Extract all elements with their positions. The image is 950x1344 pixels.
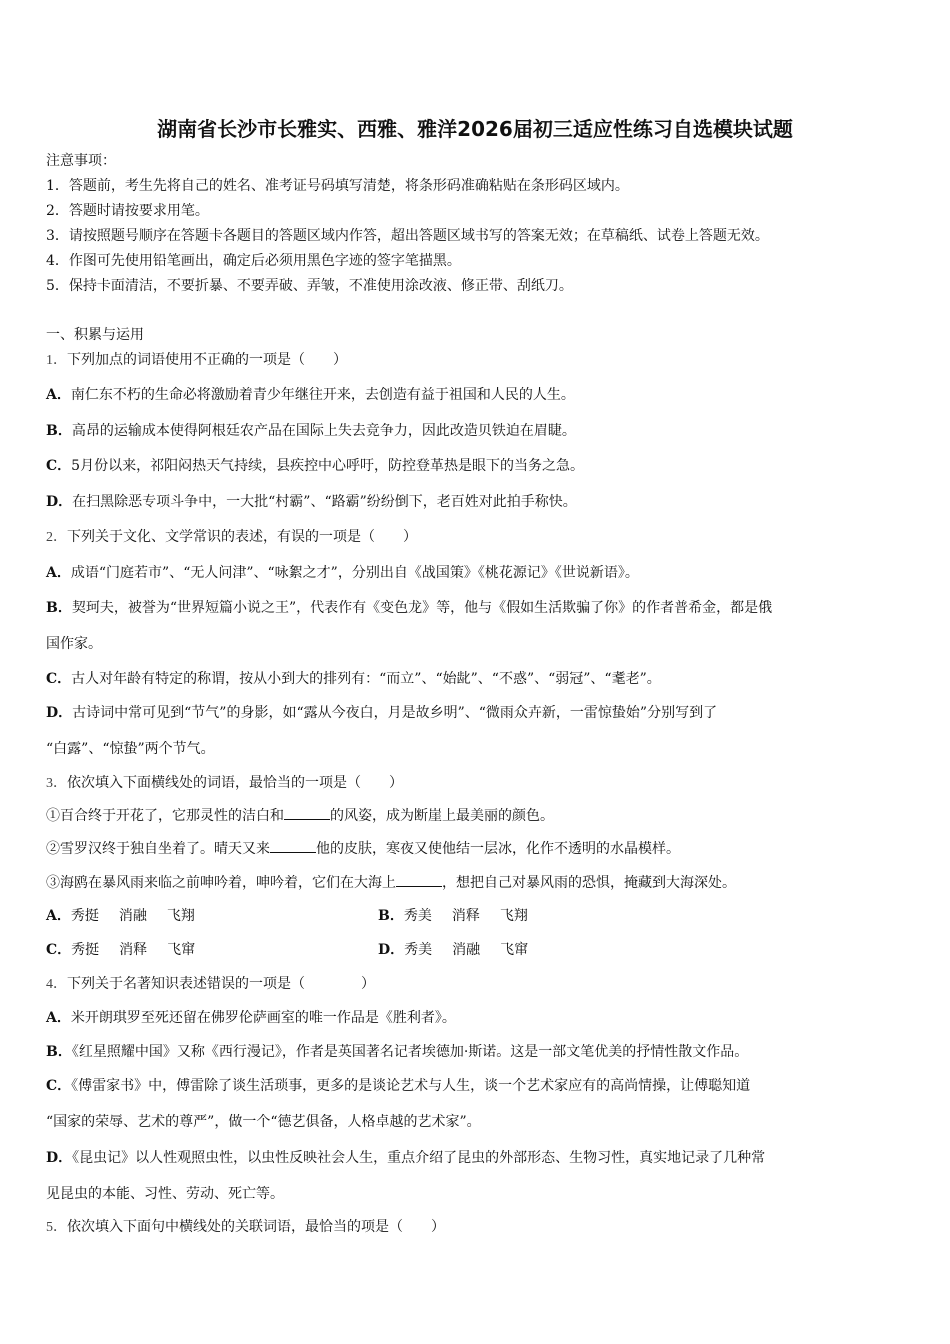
option-d — [378, 941, 528, 959]
question-stem: 下列加点的词语使用不正确的一项是（ ） — [67, 352, 347, 368]
option-word: 消融 — [452, 942, 481, 958]
option-d-continued: 见昆虫的本能、习性、劳动、死亡等。 — [46, 1186, 284, 1202]
sentence-text: ①百合终于开花了，它那灵性的洁白和 — [46, 808, 284, 824]
question-number: 5． — [46, 1220, 67, 1235]
option-label: B． — [46, 1044, 72, 1060]
option-word: 飞窜 — [167, 942, 196, 958]
sentence-text: 他的皮肤，寒夜又使他结一层冰，化作不透明的水晶模样。 — [316, 841, 680, 857]
option-d — [46, 493, 577, 511]
option-c — [46, 670, 661, 688]
option-text: 《昆虫记》以人性观照虫性，以虫性反映社会人生，重点介绍了昆虫的外部形态、生物习性，真实地记录了几种常 — [72, 1150, 766, 1166]
option-text: 《红星照耀中国》又称《西行漫记》，作者是英国著名记者埃德加·斯诺。这是一部文笔优美的抒情性散文作品。 — [71, 1044, 749, 1060]
option-text: 古诗词中常可见到“节气”的身影，如“露从今夜白，月是故乡明”、“微雨众卉新，一雷惊蛰始”分别写到了 — [72, 705, 718, 721]
option-text: 在扫黑除恶专项斗争中，一大批“村霸”、“路霸”纷纷倒下，老百姓对此拍手称快。 — [72, 494, 577, 510]
option-b — [46, 599, 772, 617]
option-label: A． — [46, 908, 71, 924]
option-label: D． — [378, 942, 405, 958]
question-number: 4． — [46, 977, 67, 992]
notice-item: 3．请按照题号顺序在答题卡各题目的答题区域内作答，超出答题区域书写的答案无效；在草稿纸、试卷上答题无效。 — [46, 228, 769, 244]
question-number: 2． — [46, 530, 67, 545]
option-label: D． — [46, 705, 73, 721]
option-text: 米开朗琪罗至死还留在佛罗伦萨画室的唯一作品是《胜利者》。 — [70, 1010, 456, 1026]
sentence-2 — [46, 840, 680, 858]
option-word: 秀美 — [404, 942, 433, 958]
sentence-3 — [46, 874, 736, 892]
option-word: 秀挺 — [70, 908, 99, 924]
option-word: 消释 — [451, 908, 480, 924]
fill-blank — [396, 874, 442, 887]
option-label: A． — [46, 565, 71, 581]
option-label: C． — [46, 1078, 72, 1094]
section-heading: 一、积累与运用 — [46, 327, 144, 343]
question-stem: 依次填入下面横线处的词语，最恰当的一项是（ ） — [67, 775, 403, 791]
sentence-1 — [46, 807, 554, 825]
option-label: D． — [46, 1150, 73, 1166]
option-word: 飞翔 — [499, 908, 528, 924]
option-d — [46, 1149, 765, 1167]
option-text: 高昂的运输成本使得阿根廷农产品在国际上失去竞争力，因此改造贝铁迫在眉睫。 — [71, 423, 576, 439]
notice-heading: 注意事项： — [46, 153, 116, 169]
option-label: A． — [46, 387, 71, 403]
option-label: C． — [46, 458, 72, 474]
option-text: 契珂夫，被誉为“世界短篇小说之王”，代表作有《变色龙》等，他与《假如生活欺骗了你》的作者普希金，都是俄 — [71, 600, 773, 616]
question-3 — [46, 774, 403, 793]
option-word: 秀挺 — [71, 942, 100, 958]
notice-item: 2．答题时请按要求用笔。 — [46, 203, 209, 219]
question-1 — [46, 351, 347, 370]
option-c — [46, 1077, 750, 1095]
fill-blank — [284, 807, 330, 820]
question-stem: 下列关于名著知识表述错误的一项是（ ） — [67, 976, 375, 992]
notice-item: 1．答题前，考生先将自己的姓名、准考证号码填写清楚，将条形码准确粘贴在条形码区域内。 — [46, 178, 629, 194]
notice-item: 4．作图可先使用铅笔画出，确定后必须用黑色字迹的签字笔描黑。 — [46, 253, 461, 269]
question-number: 1． — [46, 353, 67, 368]
option-b — [378, 907, 528, 925]
sentence-text: ，想把自己对暴风雨的恐惧，掩藏到大海深处。 — [442, 875, 736, 891]
option-text: 成语“门庭若市”、“无人问津”、“咏絮之才”，分别出自《战国策》《桃花源记》《世说新语》。 — [70, 565, 639, 581]
option-word: 秀美 — [403, 908, 432, 924]
option-label: B． — [46, 600, 72, 616]
option-word: 飞窜 — [500, 942, 529, 958]
option-label: C． — [46, 942, 72, 958]
option-c — [46, 941, 195, 959]
question-2 — [46, 528, 417, 547]
option-word: 消融 — [118, 908, 147, 924]
option-a — [46, 1009, 456, 1027]
question-stem: 下列关于文化、文学常识的表述，有误的一项是（ ） — [67, 529, 417, 545]
option-b — [46, 1043, 748, 1061]
option-text: 5月份以来，祁阳闷热天气持续，县疾控中心呼吁，防控登革热是眼下的当务之急。 — [71, 458, 585, 474]
option-text: 南仁东不朽的生命必将激励着青少年继往开来，去创造有益于祖国和人民的人生。 — [70, 387, 575, 403]
fill-blank — [270, 840, 316, 853]
option-a — [46, 564, 639, 582]
question-4 — [46, 975, 375, 994]
sentence-text: ③海鸥在暴风雨来临之前呻吟着，呻吟着，它们在大海上 — [46, 875, 396, 891]
option-a — [46, 907, 195, 925]
option-text: 古人对年龄有特定的称谓，按从小到大的排列有：“而立”、“始龀”、“不惑”、“弱冠”、“耄老”。 — [71, 671, 661, 687]
option-label: A． — [46, 1010, 71, 1026]
option-b-continued: 国作家。 — [46, 636, 102, 652]
option-a — [46, 386, 575, 404]
option-b — [46, 422, 576, 440]
option-c — [46, 457, 584, 475]
option-word: 消释 — [119, 942, 148, 958]
option-text: 《傅雷家书》中，傅雷除了谈生活琐事，更多的是谈论艺术与人生，谈一个艺术家应有的高尚情操，让傅聪知道 — [71, 1078, 751, 1094]
option-label: C． — [46, 671, 72, 687]
question-5 — [46, 1218, 445, 1237]
question-stem: 依次填入下面句中横线处的关联词语，最恰当的项是（ ） — [67, 1219, 445, 1235]
notice-item: 5．保持卡面清洁，不要折暴、不要弄破、弄皱，不准使用涂改液、修正带、刮纸刀。 — [46, 278, 573, 294]
option-label: D． — [46, 494, 73, 510]
option-label: B． — [378, 908, 404, 924]
option-label: B． — [46, 423, 72, 439]
sentence-text: ②雪罗汉终于独自坐着了。晴天又来 — [46, 841, 270, 857]
option-d — [46, 704, 717, 722]
question-number: 3． — [46, 776, 67, 791]
option-d-continued: “白露”、“惊蛰”两个节气。 — [46, 741, 215, 757]
option-c-continued: “国家的荣辱、艺术的尊严”，做一个“德艺俱备，人格卓越的艺术家”。 — [46, 1114, 481, 1130]
sentence-text: 的风姿，成为断崖上最美丽的颜色。 — [330, 808, 554, 824]
page-title: 湖南省长沙市长雅实、西雅、雅洋2026届初三适应性练习自选模块试题 — [157, 117, 793, 141]
option-word: 飞翔 — [166, 908, 195, 924]
